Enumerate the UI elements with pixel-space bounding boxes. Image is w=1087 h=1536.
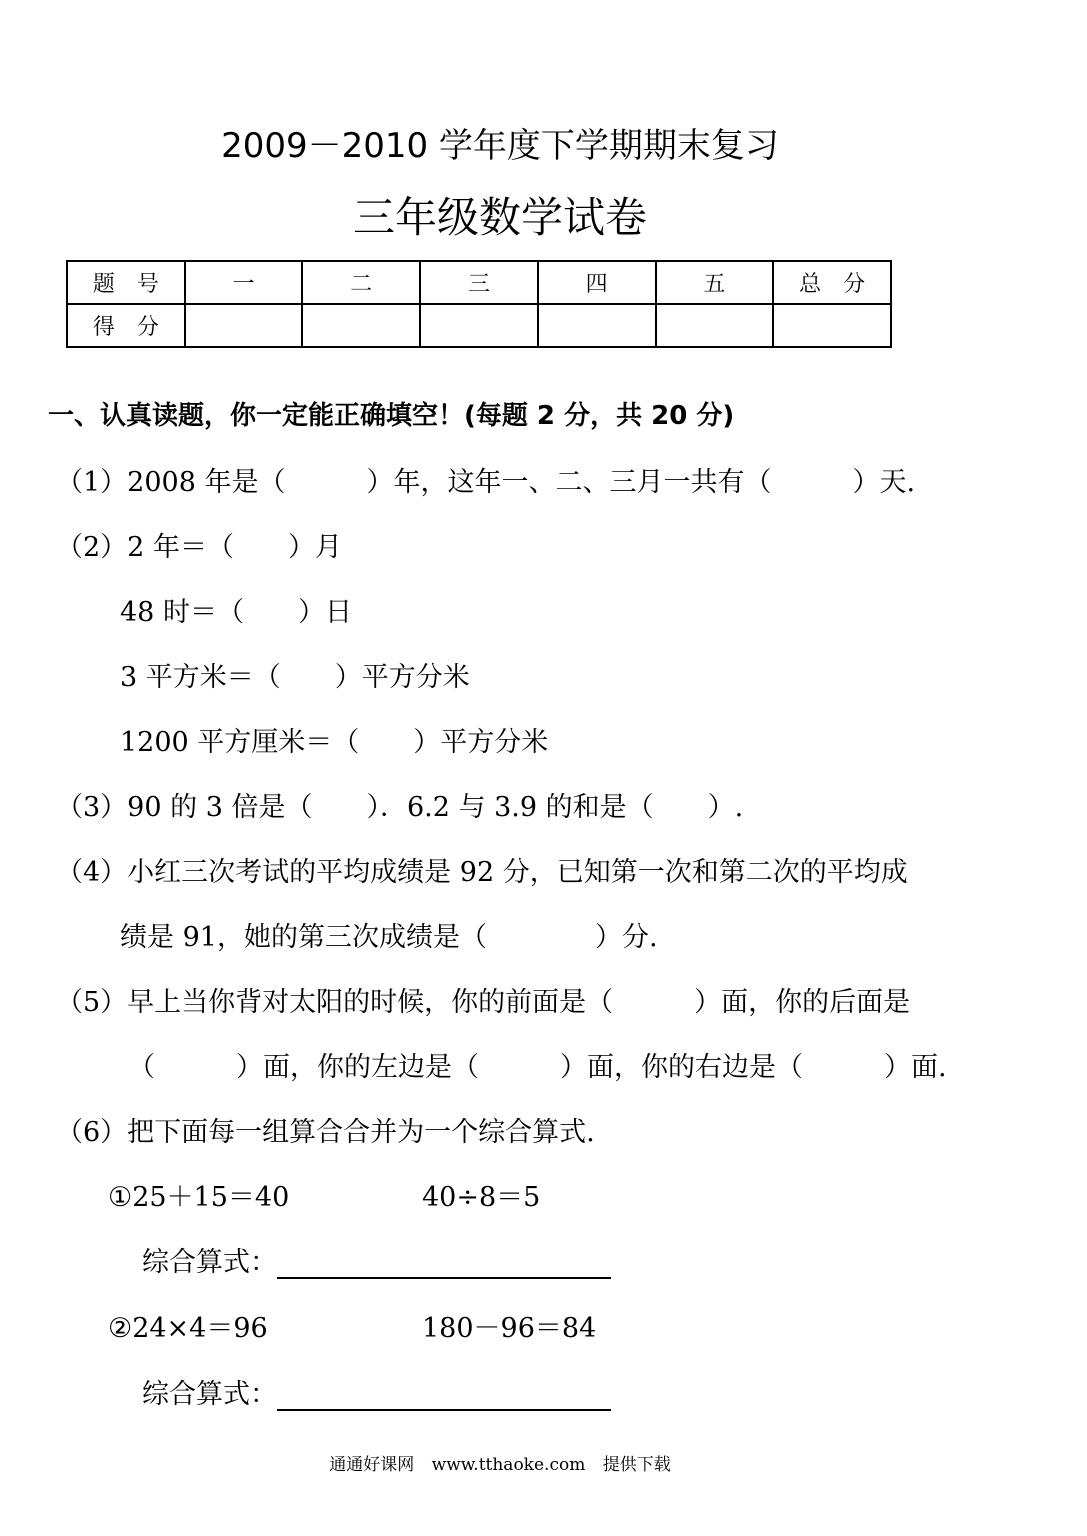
combined-formula-row (142, 1240, 611, 1279)
score-cell: 五 (656, 261, 774, 304)
answer-line[interactable] (277, 1253, 611, 1279)
score-table-header-row (67, 261, 891, 304)
score-input-cell (302, 304, 420, 347)
score-input-cell (185, 304, 303, 347)
answer-line[interactable] (277, 1385, 611, 1411)
score-cell: 得 分 (67, 304, 185, 347)
question-line: （ ）面，你的左边是（ ）面，你的右边是（ ）面. (128, 1052, 947, 1083)
score-cell: 四 (538, 261, 656, 304)
score-input-cell (420, 304, 538, 347)
score-cell: 二 (302, 261, 420, 304)
question-line: （2）2 年＝（ ）月 (56, 532, 342, 563)
combined-formula-label: 综合算式： (142, 1379, 277, 1410)
equation: ①25＋15＝40 (108, 1182, 290, 1213)
question-line: （6）把下面每一组算合合并为一个综合算式. (56, 1117, 595, 1148)
footer-site-name: 通通好课网 (329, 1455, 415, 1475)
title-line1: 2009－2010 学年度下学期期末复习 (221, 126, 779, 166)
question-line: （3）90 的 3 倍是（ ）．6.2 与 3.9 的和是（ ）. (56, 792, 744, 823)
equation: ②24×4＝96 (108, 1313, 268, 1344)
title-line2: 三年级数学试卷 (352, 193, 647, 242)
footer-provided: 提供下载 (602, 1455, 671, 1475)
footer (0, 1450, 1000, 1475)
question-line: （5）早上当你背对太阳的时候，你的前面是（ ）面，你的后面是 (56, 987, 911, 1018)
question-line: 1200 平方厘米＝（ ）平方分米 (120, 727, 549, 758)
score-table (66, 260, 892, 348)
score-input-cell (773, 304, 891, 347)
equation: 40÷8＝5 (422, 1182, 541, 1213)
equation: 180－96＝84 (422, 1313, 597, 1344)
combined-formula-label: 综合算式： (142, 1247, 277, 1278)
score-table-score-row (67, 304, 891, 347)
combined-formula-row (142, 1372, 611, 1411)
score-input-cell (538, 304, 656, 347)
question-line: 3 平方米＝（ ）平方分米 (120, 662, 470, 693)
footer-url[interactable]: www.tthaoke.com (431, 1455, 586, 1475)
score-cell: 总 分 (773, 261, 891, 304)
score-cell: 题 号 (67, 261, 185, 304)
question-line: （4）小红三次考试的平均成绩是 92 分，已知第一次和第二次的平均成 (56, 857, 908, 888)
score-cell: 一 (185, 261, 303, 304)
question-line: （1）2008 年是（ ）年，这年一、二、三月一共有（ ）天. (56, 467, 916, 498)
section-heading: 一、认真读题，你一定能正确填空！(每题 2 分，共 20 分) (48, 401, 735, 431)
score-input-cell (656, 304, 774, 347)
question-line: 绩是 91，她的第三次成绩是（ ）分. (120, 922, 658, 953)
score-cell: 三 (420, 261, 538, 304)
question-line: 48 时＝（ ）日 (120, 597, 352, 628)
